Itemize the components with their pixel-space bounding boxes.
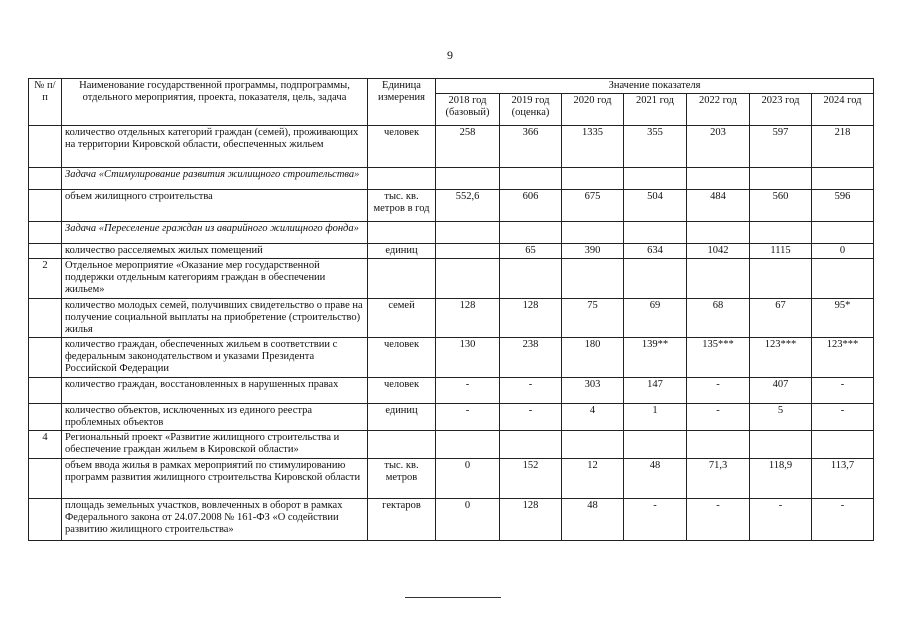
indicator-value: -	[624, 499, 687, 541]
indicator-value: 1335	[562, 126, 624, 168]
row-number	[29, 299, 62, 338]
indicator-value: 606	[500, 190, 562, 222]
row-number: 4	[29, 431, 62, 459]
indicator-unit: единиц	[368, 244, 436, 259]
indicator-value: 4	[562, 404, 624, 431]
table-row	[29, 222, 874, 244]
indicator-value: 504	[624, 190, 687, 222]
table-row	[29, 338, 874, 378]
indicator-value	[500, 431, 562, 459]
table-row	[29, 378, 874, 404]
indicator-value: 484	[687, 190, 750, 222]
page-number: 9	[447, 48, 453, 62]
indicator-value	[750, 431, 812, 459]
indicator-value: 303	[562, 378, 624, 404]
indicator-value	[812, 222, 874, 244]
table-row	[29, 244, 874, 259]
indicator-value: 634	[624, 244, 687, 259]
indicator-value: 1042	[687, 244, 750, 259]
indicator-value: 113,7	[812, 459, 874, 499]
indicator-value	[750, 222, 812, 244]
indicator-value: 5	[750, 404, 812, 431]
indicator-unit	[368, 431, 436, 459]
indicator-value	[812, 168, 874, 190]
indicator-value: 147	[624, 378, 687, 404]
header-year: 2022 год	[687, 94, 750, 126]
indicator-value: 597	[750, 126, 812, 168]
indicator-value: 12	[562, 459, 624, 499]
indicator-value: -	[812, 404, 874, 431]
table-row	[29, 459, 874, 499]
indicator-name: количество объектов, исключенных из единого реестра проблемных объектов	[62, 404, 368, 431]
indicator-value: 390	[562, 244, 624, 259]
indicator-value: 366	[500, 126, 562, 168]
indicator-name: количество расселяемых жилых помещений	[62, 244, 368, 259]
indicator-value	[812, 259, 874, 299]
indicator-value	[436, 259, 500, 299]
indicator-value: -	[500, 404, 562, 431]
indicator-unit: тыс. кв. метров в год	[368, 190, 436, 222]
indicator-value	[624, 431, 687, 459]
indicator-value: -	[436, 378, 500, 404]
indicator-value	[436, 244, 500, 259]
row-number	[29, 126, 62, 168]
indicator-value	[500, 222, 562, 244]
header-value: Значение показателя	[436, 79, 874, 94]
row-number	[29, 338, 62, 378]
indicator-value: -	[687, 404, 750, 431]
row-number	[29, 244, 62, 259]
indicator-unit	[368, 168, 436, 190]
table-row	[29, 299, 874, 338]
header-year: 2021 год	[624, 94, 687, 126]
indicator-value: 218	[812, 126, 874, 168]
table-row	[29, 431, 874, 459]
indicator-value	[624, 168, 687, 190]
indicator-value	[687, 222, 750, 244]
indicator-value: 65	[500, 244, 562, 259]
indicator-value	[436, 168, 500, 190]
indicator-unit	[368, 259, 436, 299]
indicator-value: 128	[500, 499, 562, 541]
table-header	[29, 79, 874, 126]
indicator-value: 48	[624, 459, 687, 499]
indicator-name: количество граждан, обеспеченных жильем в соответствии с федеральным законодательством и указами Президента Российской Федерации	[62, 338, 368, 378]
indicator-value	[436, 431, 500, 459]
indicator-value: 128	[500, 299, 562, 338]
indicator-unit: человек	[368, 378, 436, 404]
indicator-value	[624, 259, 687, 299]
indicator-value	[436, 222, 500, 244]
indicator-value: 123***	[812, 338, 874, 378]
indicator-name: количество отдельных категорий граждан (семей), проживающих на территории Кировской области, обеспеченных жильем	[62, 126, 368, 168]
indicators-table	[28, 78, 874, 541]
indicator-value: 238	[500, 338, 562, 378]
row-number	[29, 378, 62, 404]
header-year: 2024 год	[812, 94, 874, 126]
indicator-value: -	[750, 499, 812, 541]
table-row	[29, 126, 874, 168]
indicator-name: Отдельное мероприятие «Оказание мер государственной поддержки отдельным категориям граждан в обеспечении жильем»	[62, 259, 368, 299]
table-row	[29, 190, 874, 222]
table-row	[29, 404, 874, 431]
indicator-value: 552,6	[436, 190, 500, 222]
indicator-value	[687, 168, 750, 190]
row-number	[29, 168, 62, 190]
indicator-value: 95*	[812, 299, 874, 338]
row-number	[29, 499, 62, 541]
indicator-value: 69	[624, 299, 687, 338]
header-name: Наименование государственной программы, подпрограммы, отдельного мероприятия, проекта, показателя, цель, задача	[62, 79, 368, 126]
indicator-value: 355	[624, 126, 687, 168]
indicator-value: 67	[750, 299, 812, 338]
indicator-value: 560	[750, 190, 812, 222]
indicator-value	[812, 431, 874, 459]
indicator-value: 135***	[687, 338, 750, 378]
header-unit: Единица измерения	[368, 79, 436, 126]
indicator-value: 118,9	[750, 459, 812, 499]
indicator-value	[687, 431, 750, 459]
indicator-unit: гектаров	[368, 499, 436, 541]
indicator-name: Задача «Переселение граждан из аварийного жилищного фонда»	[62, 222, 368, 244]
indicator-name: площадь земельных участков, вовлеченных в оборот в рамках Федерального закона от 24.07.2008 № 161-ФЗ «О содействии развитию жилищного строительства»	[62, 499, 368, 541]
indicator-unit: человек	[368, 338, 436, 378]
header-num: № п/п	[29, 79, 62, 126]
indicator-value: 130	[436, 338, 500, 378]
indicator-value: -	[812, 378, 874, 404]
indicator-value: 152	[500, 459, 562, 499]
indicator-value: 675	[562, 190, 624, 222]
indicator-value	[750, 259, 812, 299]
indicator-value: 139**	[624, 338, 687, 378]
indicator-unit: человек	[368, 126, 436, 168]
indicator-name: количество молодых семей, получивших свидетельство о праве на получение социальной выплаты на приобретение (строительство) жилья	[62, 299, 368, 338]
indicator-unit: семей	[368, 299, 436, 338]
table-body	[29, 126, 874, 541]
indicator-value: 203	[687, 126, 750, 168]
indicator-value	[562, 431, 624, 459]
indicator-value	[562, 259, 624, 299]
indicator-value	[562, 222, 624, 244]
header-year: 2019 год (оценка)	[500, 94, 562, 126]
table-row	[29, 259, 874, 299]
indicator-value	[500, 259, 562, 299]
indicator-value: 75	[562, 299, 624, 338]
header-year: 2020 год	[562, 94, 624, 126]
header-year: 2023 год	[750, 94, 812, 126]
indicator-value: 0	[436, 459, 500, 499]
indicator-value: 48	[562, 499, 624, 541]
row-number	[29, 222, 62, 244]
row-number	[29, 404, 62, 431]
indicator-value: -	[812, 499, 874, 541]
header-year: 2018 год (базовый)	[436, 94, 500, 126]
indicator-name: Задача «Стимулирование развития жилищного строительства»	[62, 168, 368, 190]
indicator-value	[687, 259, 750, 299]
indicator-value: 180	[562, 338, 624, 378]
indicator-name: объем ввода жилья в рамках мероприятий по стимулированию программ развития жилищного строительства Кировской области	[62, 459, 368, 499]
indicator-unit: тыс. кв. метров	[368, 459, 436, 499]
indicator-value: -	[687, 378, 750, 404]
indicator-value: -	[687, 499, 750, 541]
row-number: 2	[29, 259, 62, 299]
indicator-value: 1115	[750, 244, 812, 259]
indicator-value: -	[436, 404, 500, 431]
indicator-value: 596	[812, 190, 874, 222]
indicator-unit	[368, 222, 436, 244]
indicator-value	[750, 168, 812, 190]
indicator-value: 128	[436, 299, 500, 338]
indicator-value: 68	[687, 299, 750, 338]
indicator-value: 407	[750, 378, 812, 404]
indicator-name: Региональный проект «Развитие жилищного строительства и обеспечение граждан жильем в Кировской области»	[62, 431, 368, 459]
footer-divider	[405, 597, 501, 598]
indicator-value: 258	[436, 126, 500, 168]
table-row	[29, 499, 874, 541]
indicator-value: -	[500, 378, 562, 404]
indicator-name: объем жилищного строительства	[62, 190, 368, 222]
indicator-value	[624, 222, 687, 244]
indicator-value	[500, 168, 562, 190]
table-row	[29, 168, 874, 190]
indicator-value	[562, 168, 624, 190]
indicator-value: 0	[436, 499, 500, 541]
indicator-value: 71,3	[687, 459, 750, 499]
indicator-value: 1	[624, 404, 687, 431]
indicator-value: 0	[812, 244, 874, 259]
indicator-name: количество граждан, восстановленных в нарушенных правах	[62, 378, 368, 404]
row-number	[29, 459, 62, 499]
indicator-value: 123***	[750, 338, 812, 378]
indicator-unit: единиц	[368, 404, 436, 431]
row-number	[29, 190, 62, 222]
